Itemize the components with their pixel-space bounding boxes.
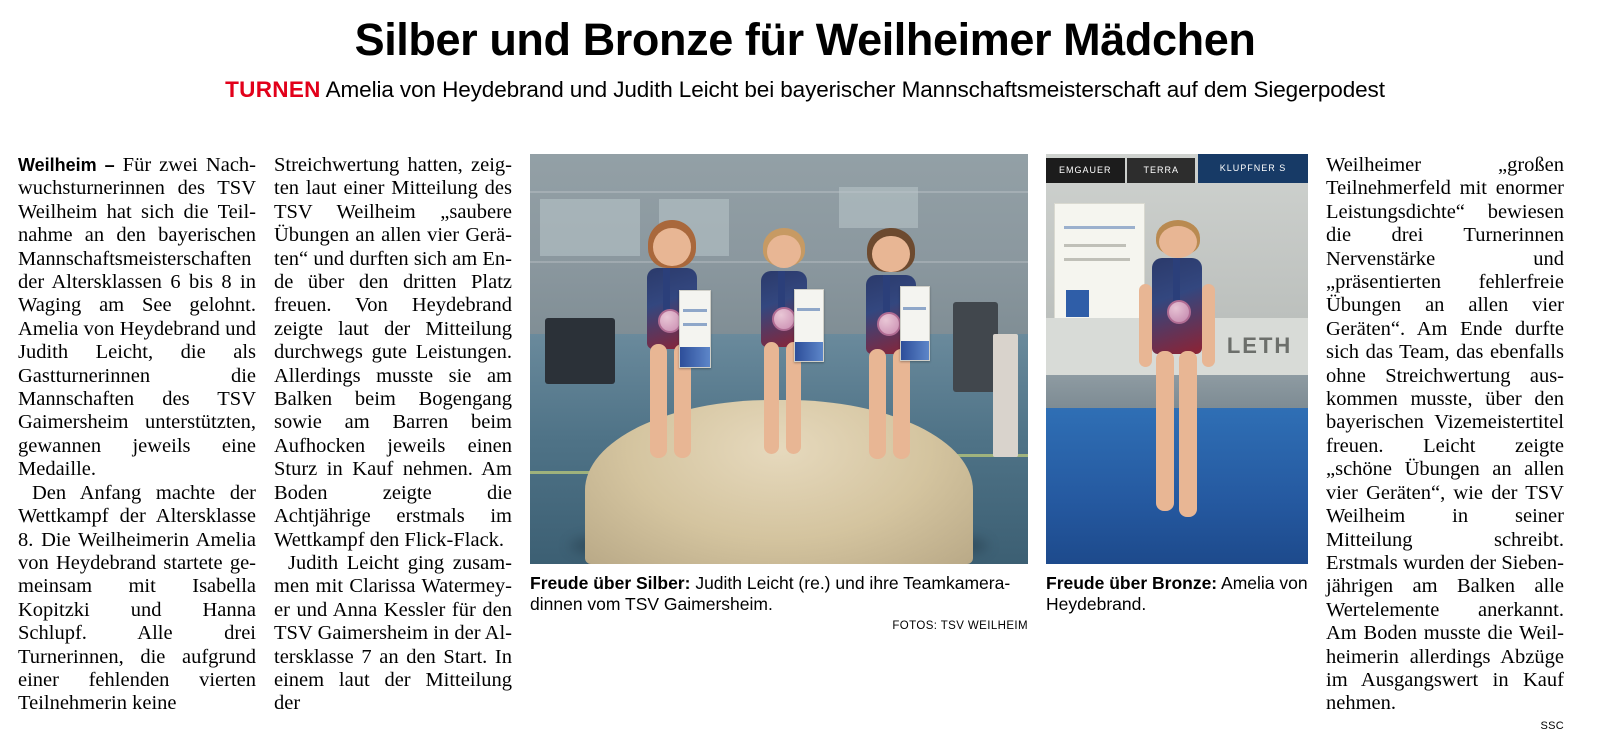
medal-ribbon <box>1173 258 1180 303</box>
arm <box>1202 284 1215 367</box>
leg <box>893 349 910 459</box>
paragraph: Weilheimer „großen Teilnehmerfeld mit enormer Leistungsdichte“ bewiesen die drei Turnerinnen Nervenstärke und „präsentierten fehlerfreie Übungen an allen vier Geräten“. Am Ende durfte sich das Team, das ebenfalls ohne Streichwertung auskommen musste, über den bayerischen Vizemeistertitel freuen. Leicht zeigte „schöne Übungen an allen vier Geräten“, wie der TSV Weilheim in seiner Mitteilung schreibt. Erstmals wurden der Siebenjährigen am Balken alle Wertelemente anerkannt. Am Boden musste die Weilheimerin allerdings Abzüge im Ausgangswert in Kauf nehmen. <box>1326 154 1564 715</box>
certificate-line <box>683 309 707 312</box>
sponsor-banner: EMGAUER <box>1046 158 1125 183</box>
leg <box>764 342 779 454</box>
gymnast-right <box>849 228 934 490</box>
text-column-1 <box>18 154 256 715</box>
certificate <box>679 290 711 368</box>
paragraph <box>18 154 256 482</box>
paragraph: Den Anfang machte der Wettkampf der Altersklasse 8. Die Weilheimerin Amelia von Heydebrand startete gemeinsam mit Isabella Kopitzki und Hanna Schlupf. Alle drei Turnerinnen, die aufgrund einer fehlenden vierten Teilnehmerin keine <box>18 481 256 715</box>
spectator-figure <box>993 334 1018 457</box>
caption-text: Judith Leicht (re.) und ihre Teamkameradinnen vom TSV Gaimersheim. <box>530 573 1011 614</box>
gym-window <box>540 199 640 256</box>
arm <box>1139 284 1152 367</box>
medal-ribbon <box>883 275 890 317</box>
medal <box>772 307 796 331</box>
gymnast-middle <box>744 228 824 482</box>
medal <box>877 312 901 336</box>
subheadline <box>18 76 1592 104</box>
gymnast-left <box>630 220 715 491</box>
certificate <box>794 289 825 362</box>
certificate-band <box>680 347 710 367</box>
sponsor-banner: KLUPFNER S <box>1198 154 1308 183</box>
author-byline: SSC <box>1540 719 1564 732</box>
certificate-line <box>1064 258 1130 261</box>
paragraph: Streichwertung hatten, zeigten laut einer Mitteilung des TSV Weilheim „saubere Übungen an allen vier Geräten“ und durften sich am Ende über den dritten Platz freuen. Von Heydebrand zeigte laut der Mitteilung durchwegs gute Leistungen. Allerdings musste sie am Balken beim Bogengang sowie am Barren beim Aufhocken jeweils einen Sturz in Kauf nehmen. Am Boden zeigte die Achtjährige erstmals im Wettkampf den Flick-Flack. <box>274 154 512 551</box>
bronze-photo-block <box>1046 154 1308 671</box>
certificate-line <box>903 307 926 310</box>
leg <box>1179 351 1197 517</box>
wall-line <box>530 191 1028 193</box>
certificate-band <box>901 341 930 360</box>
text-column-3 <box>1326 154 1564 732</box>
subheadline-text: Amelia von Heydebrand und Judith Leicht bei bayerischer Mannschaftsmeisterschaft auf dem Siegerpodest <box>325 77 1385 102</box>
certificate-line <box>1064 244 1126 247</box>
bronze-photo-caption <box>1046 573 1308 615</box>
certificate-band <box>795 342 824 361</box>
medal-ribbon <box>778 271 785 309</box>
silver-photo-caption <box>530 573 1028 615</box>
head <box>1159 226 1197 258</box>
leg <box>1156 351 1174 511</box>
head <box>767 235 800 268</box>
medal <box>1167 300 1191 324</box>
dateline: Weilheim – <box>18 155 115 175</box>
page-title: Silber und Bronze für Weilheimer Mädchen <box>354 14 1256 65</box>
gymnast-bronze <box>1125 220 1230 540</box>
caption-text: Amelia von Heydebrand. <box>1046 573 1308 614</box>
text-column-2 <box>274 154 512 715</box>
wall-text: LETH <box>1226 333 1293 358</box>
caption-label: Freude über Bronze: <box>1046 573 1218 593</box>
head <box>872 236 909 273</box>
newspaper-article-page <box>0 14 1610 732</box>
certificate-line <box>797 308 820 311</box>
certificate-seal <box>1066 290 1089 317</box>
caption-label: Freude über Silber: <box>530 573 691 593</box>
gym-equipment <box>545 318 615 384</box>
certificate <box>900 286 931 361</box>
paragraph-text: Für zwei Nachwuchsturnerinnen des TSV Weilheim hat sich die Teilnahme an den bayerischen Mannschaftsmeisterschaften der Altersklassen 6 bis 8 in Waging am See gelohnt. Amelia von Heydebrand und Judith Leicht, die als Gastturnerinnen die Mannschaften des TSV Gaimersheim unterstützten, gewannen jeweils eine Medaille. <box>18 154 256 481</box>
photo-credit: FOTOS: TSV WEILHEIM <box>892 620 1028 632</box>
medal-ribbon <box>663 268 670 311</box>
article-body <box>18 154 1592 732</box>
gym-window <box>839 187 919 228</box>
leg <box>650 344 667 458</box>
section-kicker: TURNEN <box>225 77 321 102</box>
silver-photo-block <box>530 154 1028 671</box>
paragraph: Judith Leicht ging zusammen mit Clarissa Watermeyer und Anna Kessler für den TSV Gaimersheim in der Altersklasse 7 an den Start. In einem laut der Mitteilung der <box>274 551 512 715</box>
gym-equipment <box>953 302 998 392</box>
certificate-line <box>683 323 707 326</box>
sponsor-banner: TERRA <box>1127 158 1195 183</box>
silver-photo <box>530 154 1028 564</box>
head <box>653 228 690 266</box>
bronze-photo <box>1046 154 1308 564</box>
leg <box>869 349 886 459</box>
